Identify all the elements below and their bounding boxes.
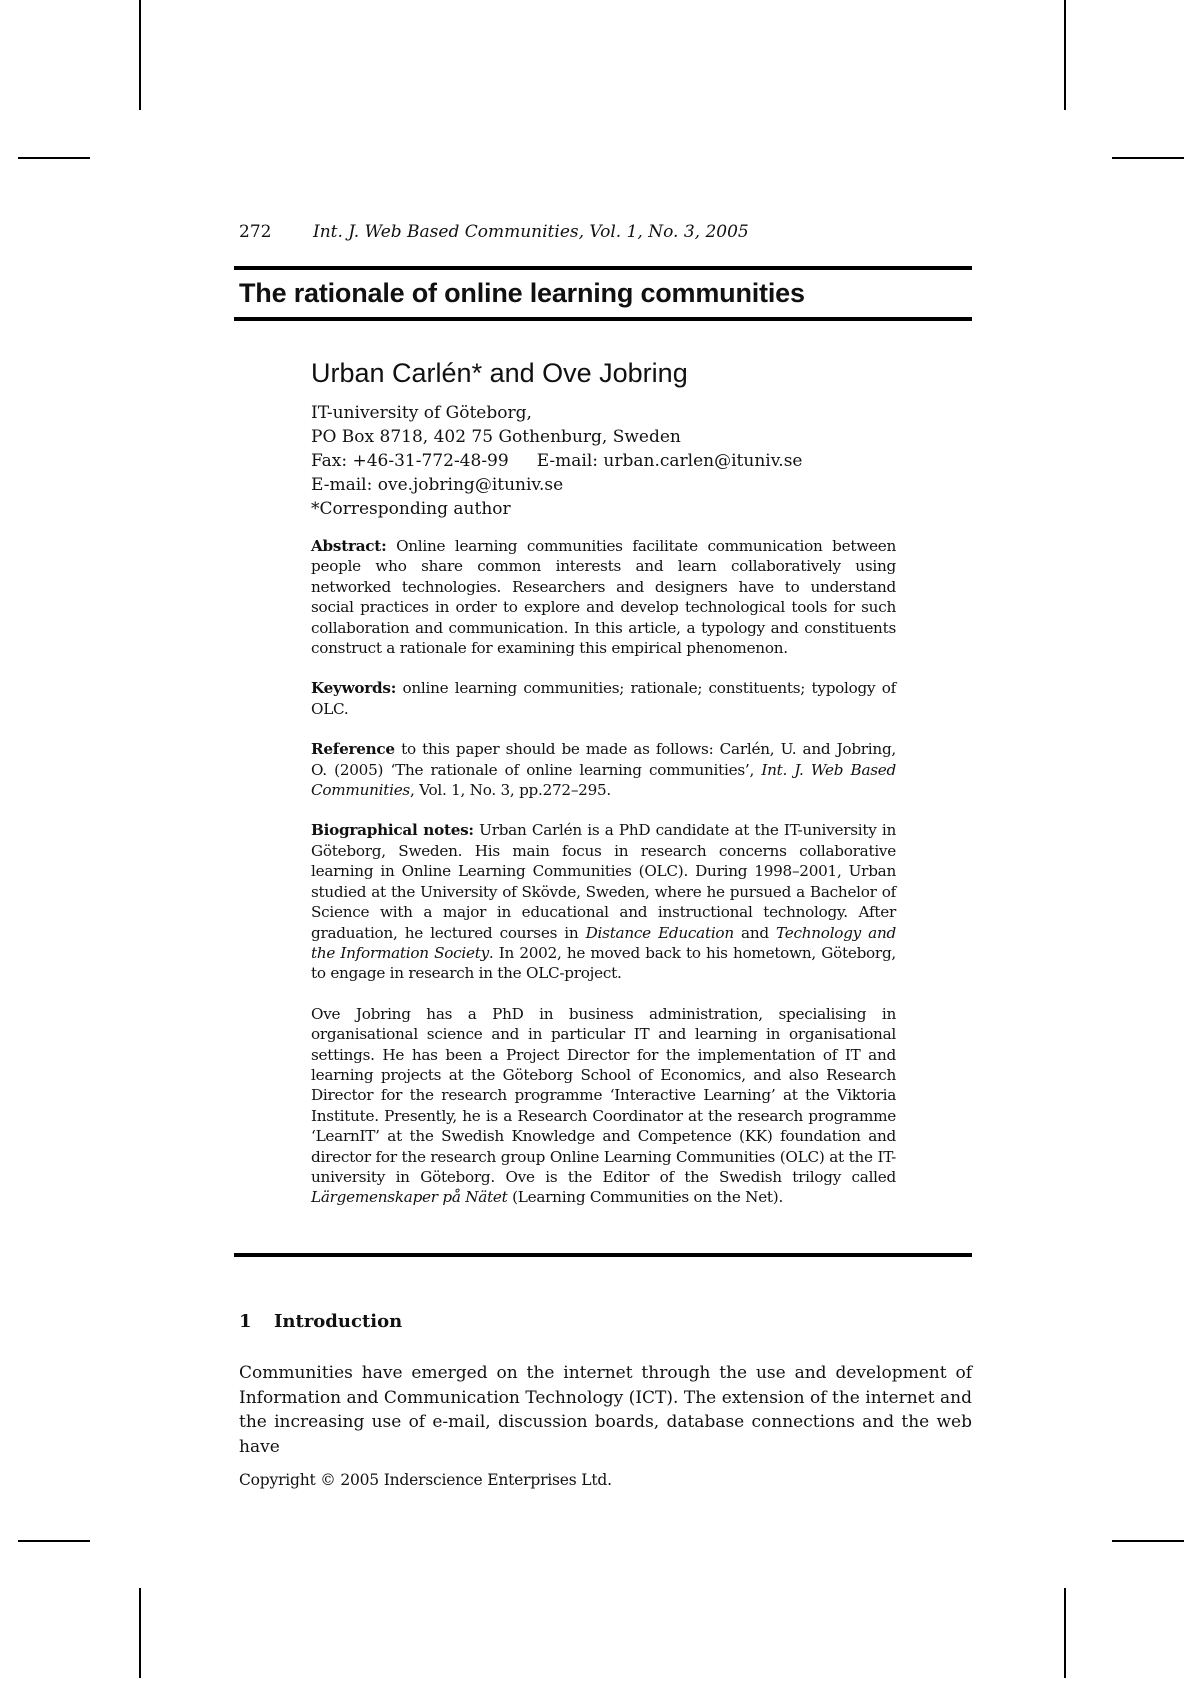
bio-course-1: Distance Education xyxy=(585,923,734,942)
biographical-notes xyxy=(311,820,896,983)
copyright-notice: Copyright © 2005 Inderscience Enterprises Ltd. xyxy=(239,1471,612,1489)
abstract-text: Online learning communities facilitate communication between people who share common interests and learn collaboratively using networked technologies. Researchers and designers have to understand social practices in order to explore and develop technological tools for such collaboration and communication. In this article, a typology and constituents construct a rationale for examining this empirical phenomenon. xyxy=(311,537,897,658)
corresponding-author-note: *Corresponding author xyxy=(311,499,511,519)
bio-course-2: Technology and the Information Society xyxy=(311,923,896,962)
journal-citation: Int. J. Web Based Communities, Vol. 1, No. 3, 2005 xyxy=(313,222,749,242)
crop-mark-top-right xyxy=(1064,0,1066,110)
crop-mark-bottom-left xyxy=(139,1588,141,1678)
email-carlen: E-mail: urban.carlen@ituniv.se xyxy=(536,451,803,471)
biographical-notes-jobring xyxy=(311,1004,896,1208)
bio-text-1: Urban Carlén is a PhD candidate at the IT-university in Göteborg, Sweden. His main focus in research concerns collaborative learning in Online Learning Communities (OLC). During 1998–2001, Urban studied at the University of Skövde, Sweden, where he pursued a Bachelor of Science with a major in educational and instructional technology. After graduation, he lectured courses in xyxy=(311,821,897,942)
email-jobring: E-mail: ove.jobring@ituniv.se xyxy=(311,475,564,495)
bio-text-2: . In 2002, he moved back to his hometown, Göteborg, to engage in research in the OLC-project. xyxy=(311,943,896,983)
page-number: 272 xyxy=(239,222,272,242)
crop-mark-top-left xyxy=(139,0,141,110)
affiliation xyxy=(311,401,896,521)
crop-mark-left-upper xyxy=(18,157,90,159)
reference-journal: Int. J. Web Based Communities xyxy=(311,760,897,800)
paper-title: The rationale of online learning communities xyxy=(239,278,805,308)
keywords xyxy=(311,678,896,719)
bio2-book-translation: (Learning Communities on the Net). xyxy=(512,1188,784,1207)
bio-label: Biographical notes: xyxy=(311,821,474,840)
reference-label: Reference xyxy=(311,740,395,759)
title-rule-top xyxy=(234,266,972,270)
keywords-label: Keywords: xyxy=(311,679,397,698)
affiliation-line-2: PO Box 8718, 402 75 Gothenburg, Sweden xyxy=(311,427,681,447)
running-header xyxy=(239,222,939,242)
fax-number: Fax: +46-31-772-48-99 xyxy=(311,451,509,471)
bio2-text: Ove Jobring has a PhD in business administration, specialising in organisational science and in particular IT and learning in organisational settings. He has been a Project Director for the implementation of IT and learning projects at the Göteborg School of Economics, and also Research Director for the research programme ‘Interactive Learning’ at the Viktoria Institute. Presently, he is a Research Coordinator at the research programme ‘LearnIT’ at the Swedish Knowledge and Competence (KK) foundation and director for the research group Online Learning Communities (OLC) at the IT-university in Göteborg. Ove is the Editor of the Swedish trilogy called xyxy=(311,1004,896,1186)
reference-volume: , Vol. 1, No. 3, pp.272–295. xyxy=(409,781,611,800)
crop-mark-right-upper xyxy=(1112,157,1184,159)
crop-mark-right-lower xyxy=(1112,1540,1184,1542)
keywords-text: online learning communities; rationale; constituents; typology of OLC. xyxy=(311,679,896,718)
introduction-paragraph: Communities have emerged on the internet through the use and development of Information and Communication Technology (ICT). The extension of the internet and the increasing use of e-mail, discussion boards, database connections and the web have xyxy=(239,1363,972,1457)
reference-text: to this paper should be made as follows: Carlén, U. and Jobring, O. (2005) ‘The rationale of online learning communities’, xyxy=(311,740,896,779)
abstract-label: Abstract: xyxy=(311,537,387,555)
affiliation-line-1: IT-university of Göteborg, xyxy=(311,403,532,423)
crop-mark-left-lower xyxy=(18,1540,90,1542)
front-matter xyxy=(311,358,896,1228)
abstract xyxy=(311,536,896,658)
front-matter-rule xyxy=(234,1253,972,1257)
reference xyxy=(311,739,896,800)
affiliation-contact xyxy=(311,449,896,473)
section-title: Introduction xyxy=(274,1311,403,1332)
authors: Urban Carlén* and Ove Jobring xyxy=(311,358,688,388)
title-rule-bottom xyxy=(234,317,972,321)
section-number: 1 xyxy=(239,1311,252,1332)
bio2-book-title: Lärgemenskaper på Nätet xyxy=(311,1188,508,1207)
crop-mark-bottom-right xyxy=(1064,1588,1066,1678)
bio-and: and xyxy=(741,923,769,942)
section-heading xyxy=(239,1311,402,1332)
